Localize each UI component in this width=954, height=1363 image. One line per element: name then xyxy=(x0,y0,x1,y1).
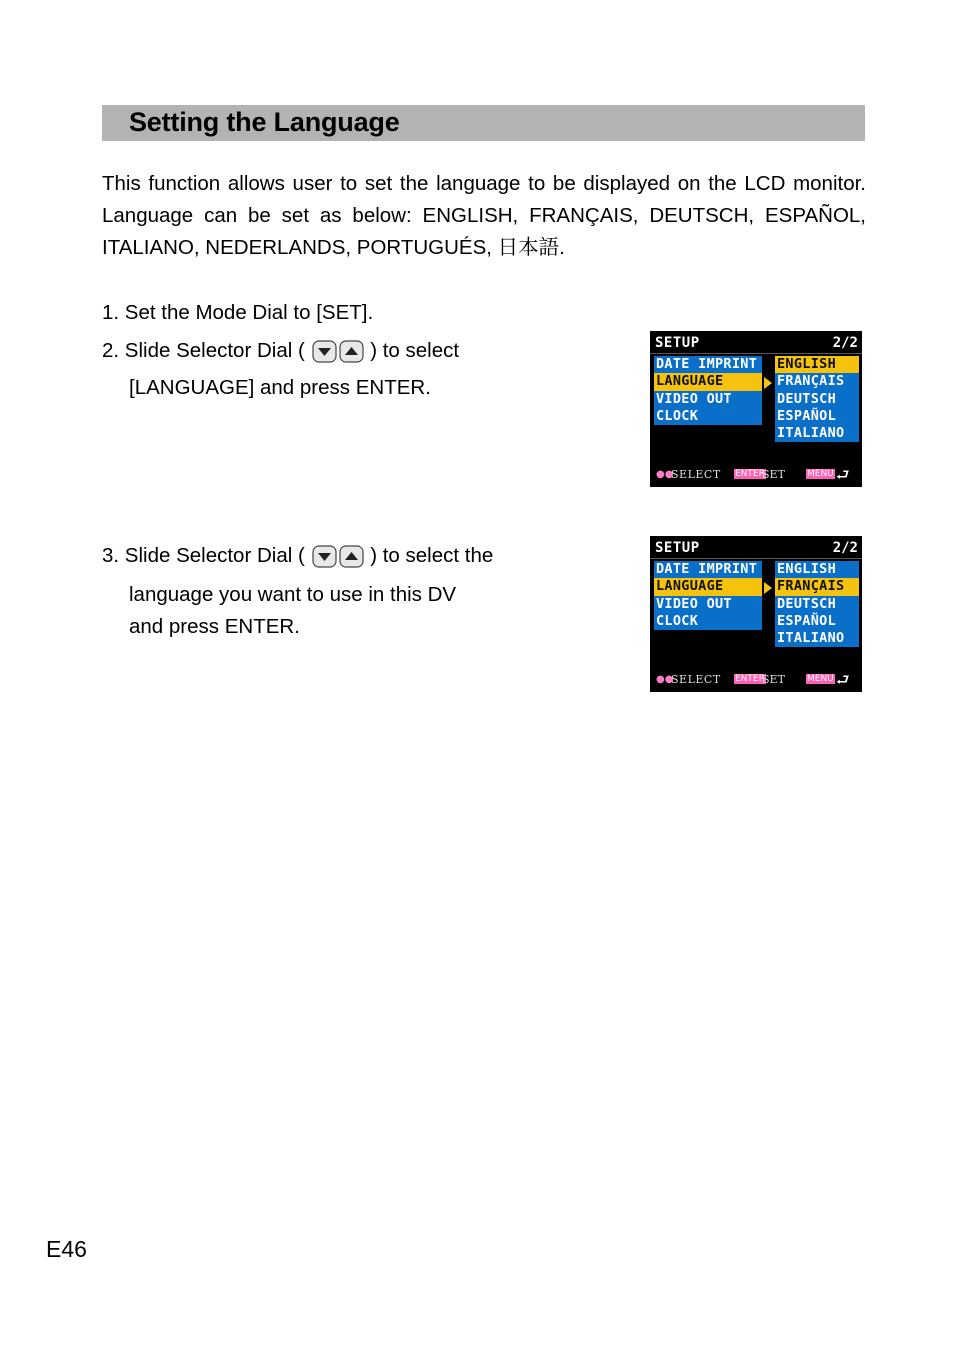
lcd-setup-menu xyxy=(654,561,762,630)
lcd-divider xyxy=(650,558,862,559)
lcd-language-item: ENGLISH xyxy=(777,561,836,577)
step-3-line-1 xyxy=(102,544,493,568)
lcd-menu-item: CLOCK xyxy=(656,407,699,424)
lcd-footer-enter: ENTER xyxy=(735,469,765,479)
dial-dots-icon: ●● xyxy=(656,674,674,685)
lcd-footer-select: SELECT xyxy=(671,673,721,686)
lcd-screen-language-select xyxy=(650,536,862,692)
lcd-footer-enter: ENTER xyxy=(735,674,765,684)
lcd-language-item: ESPAÑOL xyxy=(777,407,836,424)
lcd-language-item: ITALIANO xyxy=(777,630,845,647)
step-2-text-post: ) to select xyxy=(370,339,460,362)
selector-dial-down-icon xyxy=(312,545,337,568)
lcd-language-item: DEUTSCH xyxy=(777,390,836,407)
intro-paragraph xyxy=(102,168,866,264)
lcd-pointer-arrow-icon xyxy=(764,582,772,594)
lcd-language-list xyxy=(775,561,859,647)
intro-line-2: Language can be set as below: ENGLISH, FRANÇAIS, DEUTSCH, ESPAÑOL, xyxy=(102,204,866,227)
lcd-page: 2/2 xyxy=(832,540,858,556)
intro-line-3: ITALIANO, NEDERLANDS, PORTUGUÉS, 日本語. xyxy=(102,236,565,259)
step-2-line-1 xyxy=(102,339,459,363)
step-3-line-3: and press ENTER. xyxy=(129,615,300,638)
lcd-setup-menu xyxy=(654,356,762,425)
return-arrow-icon: ⮐ xyxy=(836,466,850,484)
lcd-divider xyxy=(650,353,862,354)
lcd-menu-item: DATE IMPRINT xyxy=(656,561,758,577)
step-1: 1. Set the Mode Dial to [SET]. xyxy=(102,301,374,324)
step-3-line-2: language you want to use in this DV xyxy=(129,583,457,606)
lcd-menu-item: VIDEO OUT xyxy=(656,390,732,407)
lcd-language-item: DEUTSCH xyxy=(777,595,836,612)
step-3-text-post: ) to select the xyxy=(370,544,494,567)
lcd-language-item-selected: FRANÇAIS xyxy=(775,578,859,595)
lcd-footer-menu: MENU xyxy=(807,674,834,684)
lcd-language-item: ESPAÑOL xyxy=(777,612,836,629)
lcd-footer-menu: MENU xyxy=(807,469,834,479)
lcd-menu-item-selected: LANGUAGE xyxy=(654,578,762,595)
lcd-language-item-selected: ENGLISH xyxy=(775,356,859,373)
step-2-line-2: [LANGUAGE] and press ENTER. xyxy=(129,376,431,399)
lcd-menu-item: CLOCK xyxy=(656,612,699,629)
lcd-footer xyxy=(656,468,856,482)
lcd-page: 2/2 xyxy=(832,335,858,351)
lcd-pointer-arrow-icon xyxy=(764,377,772,389)
intro-line-1: This function allows user to set the language to be displayed on the LCD monitor. xyxy=(102,172,866,195)
lcd-footer-set: SET xyxy=(762,673,785,686)
dial-dots-icon: ●● xyxy=(656,469,674,480)
lcd-menu-item-selected: LANGUAGE xyxy=(654,373,762,390)
selector-dial-up-icon xyxy=(339,545,364,568)
lcd-language-item: ITALIANO xyxy=(777,425,845,442)
lcd-menu-item: VIDEO OUT xyxy=(656,595,732,612)
lcd-footer-select: SELECT xyxy=(671,468,721,481)
lcd-title: SETUP xyxy=(655,540,700,556)
lcd-title: SETUP xyxy=(655,335,700,351)
lcd-language-list xyxy=(775,356,859,442)
selector-dial-up-icon xyxy=(339,340,364,363)
lcd-footer-set: SET xyxy=(762,468,785,481)
lcd-footer xyxy=(656,673,856,687)
lcd-menu-item: DATE IMPRINT xyxy=(656,356,758,372)
step-3-text-pre: 3. Slide Selector Dial ( xyxy=(102,544,305,567)
step-2-text-pre: 2. Slide Selector Dial ( xyxy=(102,339,305,362)
page-number: E46 xyxy=(46,1236,87,1262)
section-heading-bar xyxy=(102,105,865,141)
return-arrow-icon: ⮐ xyxy=(836,671,850,689)
lcd-language-item: FRANÇAIS xyxy=(777,373,845,390)
selector-dial-down-icon xyxy=(312,340,337,363)
section-heading: Setting the Language xyxy=(129,107,400,137)
lcd-screen-language-menu xyxy=(650,331,862,487)
